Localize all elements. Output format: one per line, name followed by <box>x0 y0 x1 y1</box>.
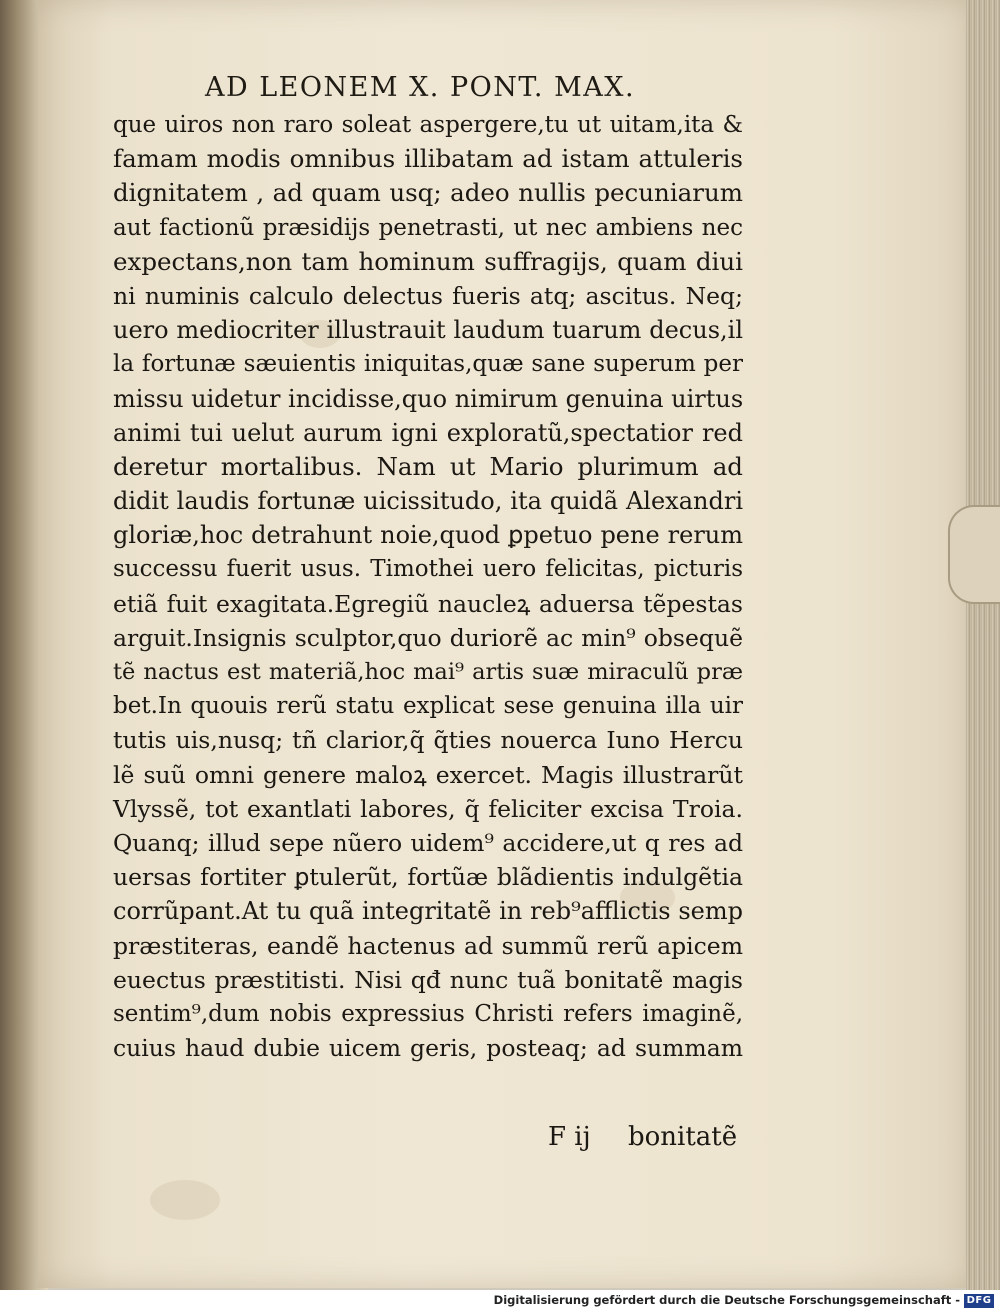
body-text-block <box>113 108 743 1065</box>
text-line-content: præstiteras, eandẽ hactenus ad summũ rerũ apicem <box>113 931 743 960</box>
text-line-content: arguit.Insignis sculptor,quo duriorẽ ac min⁹ obsequẽ <box>113 623 743 652</box>
text-line <box>113 860 743 894</box>
text-line-content: uersas fortiter ꝑtulerũt, fortũæ blãdientis indulgẽtia <box>113 863 743 892</box>
text-line-content: bet.In quouis rerũ statu explicat sese genuina illa uir <box>113 693 743 720</box>
text-line-content: tutis uis,nusq; tñ clarior,q̃ q̃ties nouerca Iuno Hercu <box>113 726 743 755</box>
text-line-content: missu uidetur incidisse,quo nimirum genuina uirtus <box>113 384 744 413</box>
text-line <box>113 518 743 552</box>
text-line-content: dignitatem , ad quam usq; adeo nullis pecuniarum <box>113 178 743 208</box>
text-line <box>113 279 743 313</box>
text-line <box>113 108 743 142</box>
text-line <box>113 382 743 416</box>
text-line <box>113 963 743 997</box>
text-line <box>113 450 743 484</box>
text-line-content: corrũpant.At tu quã integritatẽ in reb⁹afflictis semp <box>113 897 743 926</box>
text-line <box>113 997 743 1031</box>
running-head: AD LEONEM X. PONT. MAX. <box>205 72 636 103</box>
text-line <box>113 826 743 860</box>
text-line-content: sentim⁹,dum nobis expressius Christi refers imaginẽ, <box>113 1000 743 1027</box>
text-line <box>113 347 743 381</box>
text-line-content: la fortunæ sæuientis iniquitas,quæ sane superum per <box>113 351 743 378</box>
digitization-credit: Digitalisierung gefördert durch die Deutsche Forschungsgemeinschaft - <box>493 1293 960 1307</box>
text-line-content: que uiros non raro soleat aspergere,tu ut uitam,ita & <box>113 112 743 138</box>
text-line-content: euectus præstitisti. Nisi qđ nunc tuã bonitatẽ magis <box>113 965 743 994</box>
text-line <box>113 792 743 826</box>
text-line <box>113 313 743 347</box>
text-line <box>113 929 743 963</box>
text-line-content: cuius haud dubie uicem geris, posteaq; ad summam <box>113 1034 743 1063</box>
text-line-content: Vlyssẽ, tot exantlati labores, q̃ feliciter excisa Troia. <box>113 794 743 823</box>
text-line-content: uero mediocriter illustrauit laudum tuarum decus,il <box>113 316 743 345</box>
text-line <box>113 758 743 792</box>
text-line <box>113 587 743 621</box>
text-line <box>113 621 743 655</box>
text-line <box>113 894 743 928</box>
text-line-content: expectans,non tam hominum suffragijs, quam diui <box>113 246 743 276</box>
page-fore-edge-tab <box>948 505 1000 604</box>
text-line <box>113 723 743 757</box>
text-line-content: aut factionũ præsidijs penetrasti, ut nec ambiens nec <box>113 214 743 241</box>
text-line-content: didit laudis fortunæ uicissitudo, ita quidã Alexandri <box>113 487 743 516</box>
text-line-content: ni numinis calculo delectus fueris atq; ascitus. Neq; <box>113 281 743 310</box>
text-line <box>113 176 743 210</box>
signature-mark: F ij <box>548 1122 591 1152</box>
text-line-content: etiã fuit exagitata.Egregiũ naucleꝝ aduersa tẽpestas <box>113 589 743 618</box>
text-line-content: successu fuerit usus. Timothei uero felicitas, picturis <box>113 556 743 583</box>
text-line <box>113 142 743 176</box>
text-line <box>113 552 743 586</box>
text-line-content: deretur mortalibus. Nam ut Mario plurimum ad <box>113 451 743 481</box>
text-line-content: animi tui uelut aurum igni exploratũ,spectatior red <box>113 418 743 447</box>
text-line <box>113 245 743 279</box>
text-line <box>113 211 743 245</box>
text-line <box>113 416 743 450</box>
text-line <box>113 689 743 723</box>
paper-stain <box>150 1180 220 1220</box>
text-line <box>113 1031 743 1065</box>
dfg-logo: DFG <box>964 1294 994 1308</box>
text-line <box>113 655 743 689</box>
catchword: bonitatẽ <box>628 1122 738 1152</box>
text-line-content: famam modis omnibus illibatam ad istam attuleris <box>113 144 743 174</box>
page-edges <box>966 0 1000 1290</box>
text-line-content: tẽ nactus est materiã,hoc mai⁹ artis suæ miraculũ præ <box>113 659 743 685</box>
text-line-content: lẽ suũ omni genere maloꝝ exercet. Magis illustrarũt <box>113 760 743 789</box>
text-line <box>113 484 743 518</box>
text-line-content: Quanq; illud sepe nũero uidem⁹ accidere,ut q res ad <box>113 828 743 857</box>
text-line-content: gloriæ,hoc detrahunt noie,quod ꝑpetuo pene rerum <box>113 521 743 550</box>
